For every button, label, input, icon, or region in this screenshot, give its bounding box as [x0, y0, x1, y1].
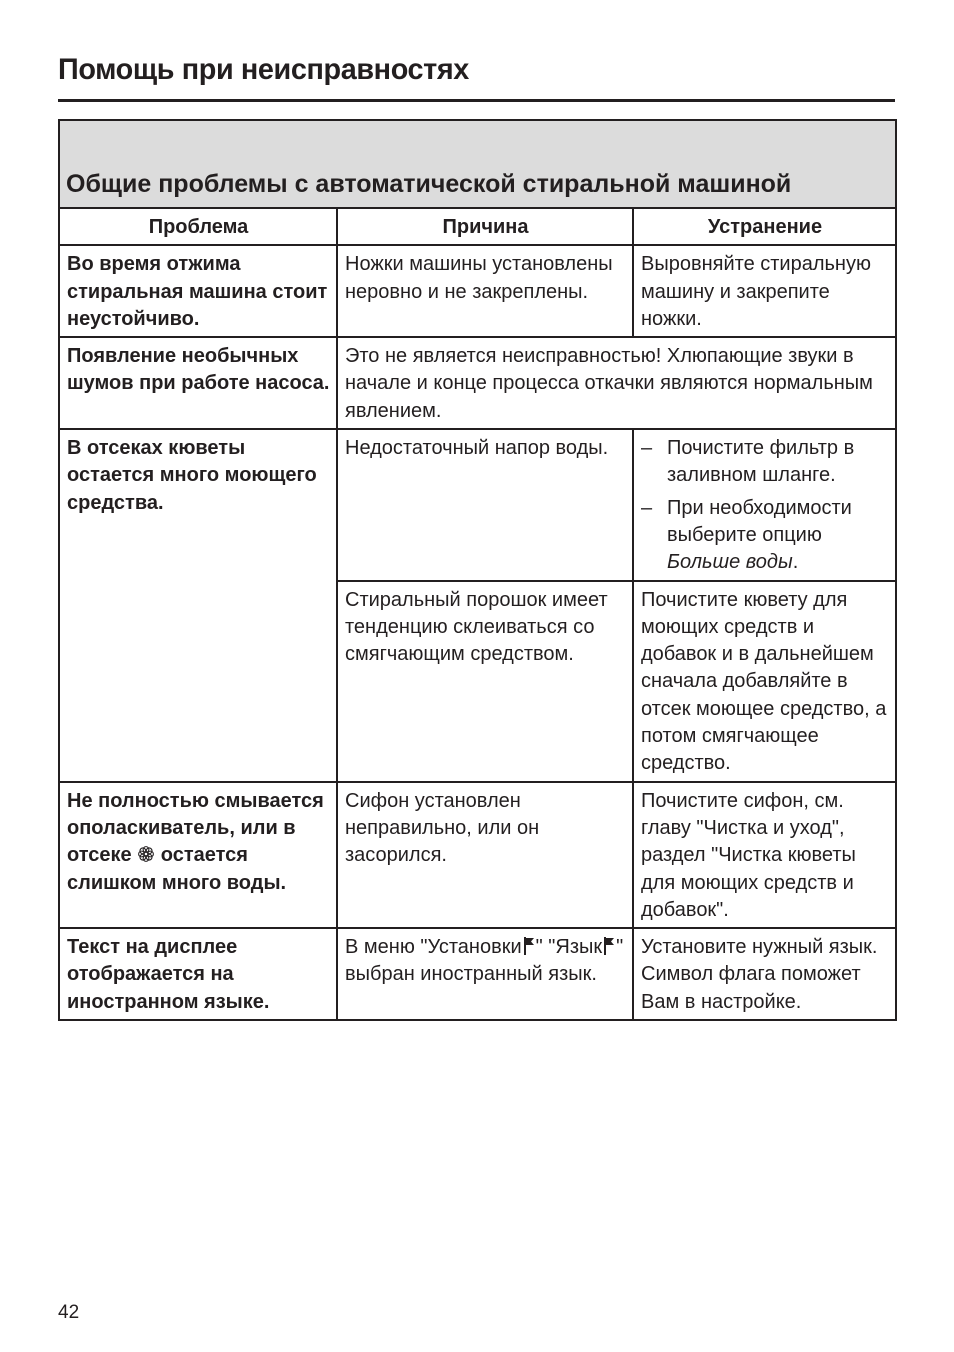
table-row: [59, 245, 896, 337]
cause-text: В меню "Установки: [345, 936, 522, 959]
remedy-cell: Почистите кювету для моющих средств и добавок и в дальнейшем сначала добавляйте в отсек моющее средство, а потом смягчающее средство.: [633, 581, 896, 782]
column-header-problem: Проблема: [59, 208, 337, 245]
problem-text: Не полностью смывается ополаскиватель, или в отсеке: [67, 789, 324, 867]
column-header-row: [59, 208, 896, 245]
remedy-cell: Выровняйте стиральную машину и закрепите ножки.: [633, 245, 896, 337]
table-row: [59, 928, 896, 1020]
remedy-suffix: .: [792, 551, 799, 574]
flower-icon: [137, 845, 155, 863]
cause-cell: Недостаточный напор воды.: [337, 429, 633, 580]
cause-text: " выбран иностранный язык.: [345, 936, 624, 986]
problem-cell: В отсеках кюветы остается много моющего средства.: [59, 429, 337, 782]
problem-text: остается слишком много воды.: [67, 844, 287, 894]
page-number: 42: [58, 1302, 80, 1323]
cause-remedy-cell: Это не является неисправностью! Хлюпающие звуки в начале и конце процесса откачки являются нормальным явлением.: [337, 337, 896, 429]
remedy-text: Почистите фильтр в заливном шланге.: [667, 437, 855, 487]
remedy-text: При необходимости выберите опцию: [667, 496, 852, 546]
section-title: Общие проблемы с автоматической стиральной машиной: [59, 120, 896, 208]
remedy-cell: [633, 429, 896, 580]
problem-cell: [59, 782, 337, 928]
remedy-cell: Почистите сифон, см. главу "Чистка и уход", раздел "Чистка кюветы для моющих средств и добавок".: [633, 782, 896, 928]
option-name: Больше воды: [667, 551, 793, 574]
flag-icon: [603, 936, 615, 956]
table-row: [59, 337, 896, 429]
page-title: Помощь при неисправностях: [58, 53, 469, 86]
section-header-row: [59, 120, 896, 208]
remedy-list-item: [641, 435, 889, 490]
table-row: [59, 429, 896, 580]
remedy-list: [641, 435, 889, 576]
remedy-cell: Установите нужный язык. Символ флага поможет Вам в настройке.: [633, 928, 896, 1020]
remedy-list-item: [641, 495, 889, 577]
flag-icon: [523, 936, 535, 956]
table-row: [59, 782, 896, 928]
title-rule: [58, 99, 895, 102]
problem-cell: Появление необычных шумов при работе насоса.: [59, 337, 337, 429]
troubleshooting-table: [58, 119, 897, 1021]
problem-cell: Текст на дисплее отображается на иностранном языке.: [59, 928, 337, 1020]
cause-cell: Сифон установлен неправильно, или он засорился.: [337, 782, 633, 928]
column-header-remedy: Устранение: [633, 208, 896, 245]
cause-cell: [337, 928, 633, 1020]
column-header-cause: Причина: [337, 208, 633, 245]
problem-cell: Во время отжима стиральная машина стоит неустойчиво.: [59, 245, 337, 337]
dash-bullet: –: [641, 496, 653, 519]
dash-bullet: –: [641, 437, 653, 460]
cause-text: " "Язык: [535, 936, 603, 959]
cause-cell: Ножки машины установлены неровно и не закреплены.: [337, 245, 633, 337]
cause-cell: Стиральный порошок имеет тенденцию склеиваться со смягчающим средством.: [337, 581, 633, 782]
